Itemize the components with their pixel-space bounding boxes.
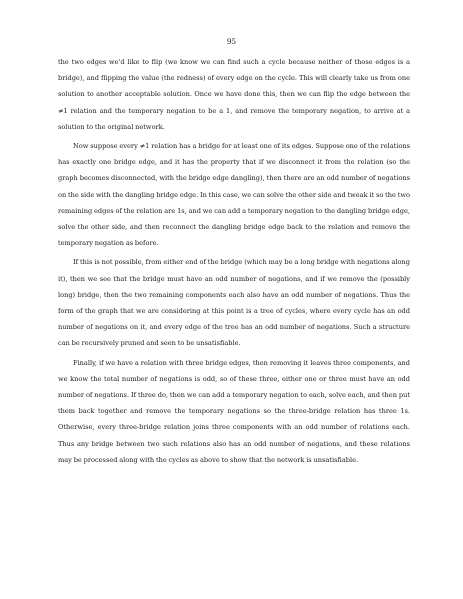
body-text bbox=[58, 54, 410, 471]
page-number: 95 bbox=[226, 37, 237, 46]
paragraph-2: Now suppose every ≠1 relation has a bridge for at least one of its edges. Suppose one of the relations has exactly one bridge edge, and it has the property that if we disconnect it from the relation (so the graph becomes disconnected, with the bridge edge dangling), then there are an odd number of negations on the side with the dangling bridge edge. In this case, we can solve the other side and tweak it so the two remaining edges of the relation are 1s, and we can add a temporary negation to the dangling bridge edge, solve the other side, and then reconnect the dangling bridge edge back to the relation and remove the temporary negation as before. bbox=[58, 142, 410, 248]
paragraph-3: If this is not possible, from either end of the bridge (which may be a long bridge with negations along it), then we see that the bridge must have an odd number of negations, and if we remove the (possibly long) bridge, then the two remaining components each also have an odd number of negations. Thus the form of the graph that we are considering at this point is a tree of cycles, where every cycle has an odd number of negations on it, and every edge of the tree has an odd number of negations. Such a structure can be recursively pruned and seen to be unsatisfiable. bbox=[58, 258, 410, 348]
paragraph-4: Finally, if we have a relation with three bridge edges, then removing it leaves three components, and we know the total number of negations is odd, so of these three, either one or three must have an odd number of negations. If three do, then we can add a temporary negation to each, solve each, and then put them back together and remove the temporary negations so the three-bridge relation has three 1s. Otherwise, every three-bridge relation joins three components with an odd number of relations each. Thus any bridge between two such relations also has an odd number of negations, and these relations may be processed along with the cycles as above to show that the network is unsatisfiable. bbox=[58, 358, 410, 464]
paragraph-1: the two edges we'd like to flip (we know we can find such a cycle because neither of those edges is a bridge), and flipping the value (the redness) of every edge on the cycle. This will clearly take us from one solution to another acceptable solution. Once we have done this, then we can flip the edge between the ≠1 relation and the temporary negation to be a 1, and remove the temporary negation, to arrive at a solution to the original network. bbox=[58, 58, 410, 131]
